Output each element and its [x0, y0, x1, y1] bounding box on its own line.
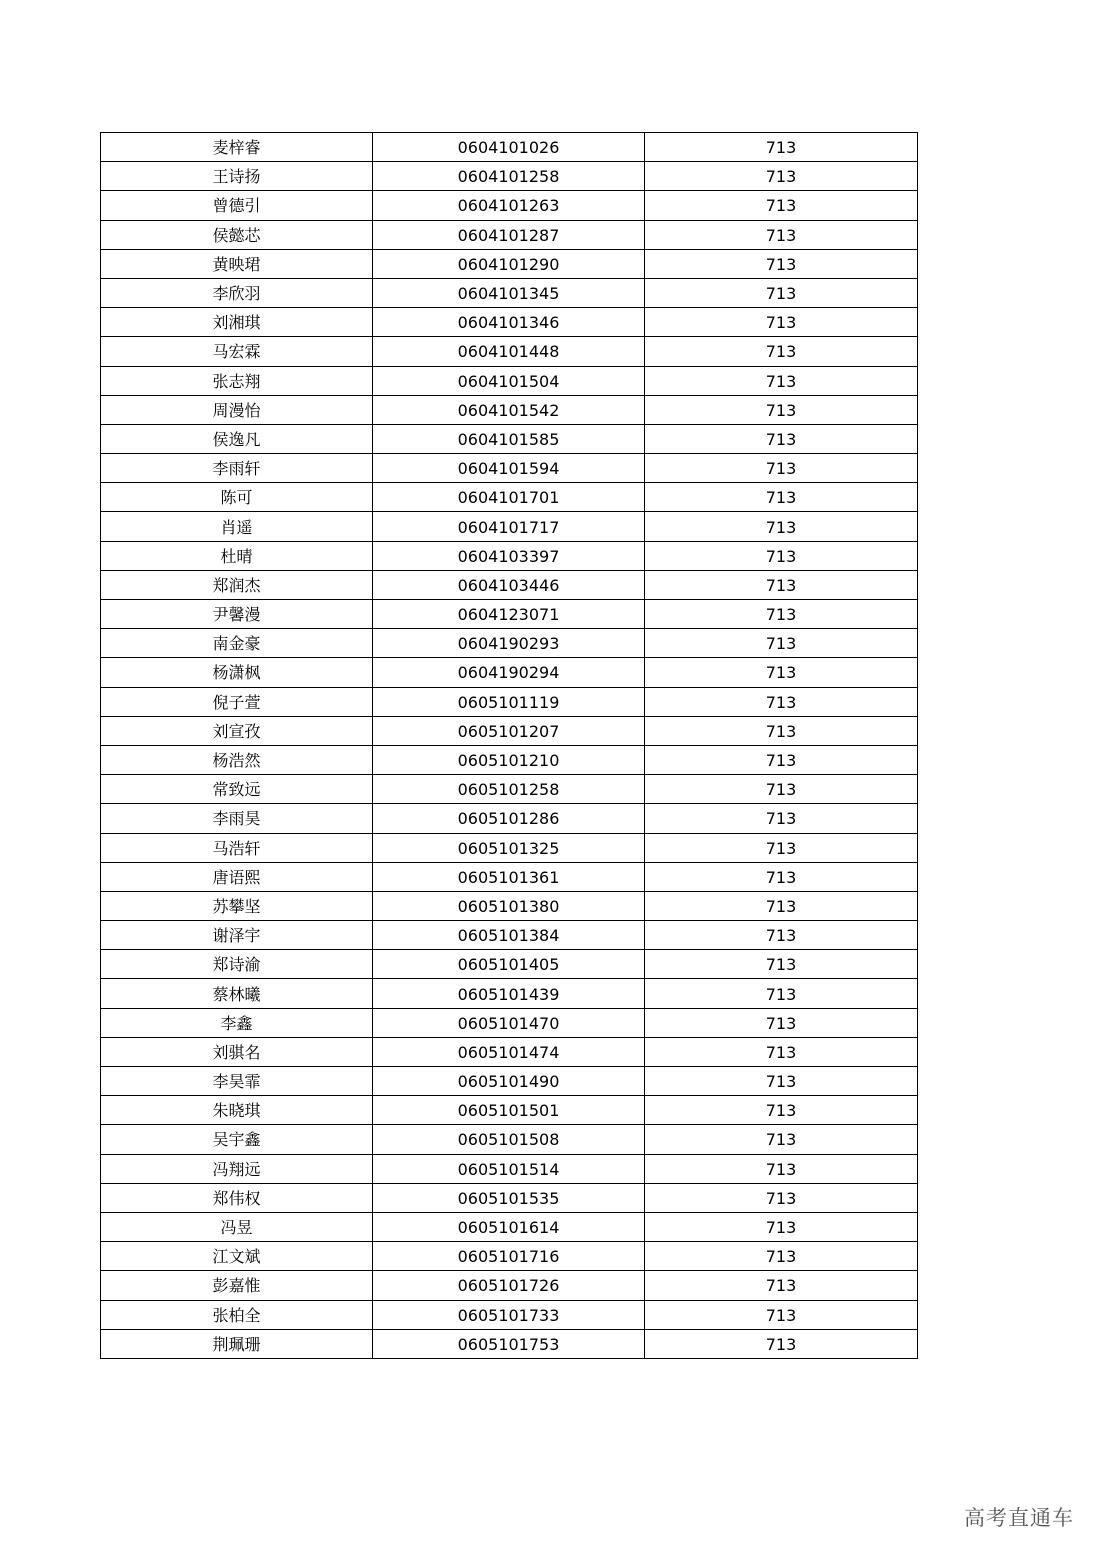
- student-name-cell: 周漫怡: [101, 395, 373, 424]
- student-name-cell: 刘宣孜: [101, 716, 373, 745]
- score-cell: 713: [645, 483, 918, 512]
- table-row: [101, 745, 918, 774]
- score-cell: 713: [645, 220, 918, 249]
- student-name-cell: 李欣羽: [101, 278, 373, 307]
- score-cell: 713: [645, 921, 918, 950]
- score-cell: 713: [645, 804, 918, 833]
- score-cell: 713: [645, 1242, 918, 1271]
- student-name-cell: 唐语熙: [101, 862, 373, 891]
- score-cell: 713: [645, 600, 918, 629]
- exam-id-cell: 0604190293: [373, 629, 645, 658]
- table-row: [101, 1154, 918, 1183]
- score-cell: 713: [645, 891, 918, 920]
- student-name-cell: 荆珮珊: [101, 1329, 373, 1358]
- exam-id-cell: 0605101508: [373, 1125, 645, 1154]
- student-name-cell: 蔡林曦: [101, 979, 373, 1008]
- student-name-cell: 杨浩然: [101, 745, 373, 774]
- score-cell: 713: [645, 775, 918, 804]
- score-table: [100, 132, 918, 1359]
- table-row: [101, 133, 918, 162]
- exam-id-cell: 0604190294: [373, 658, 645, 687]
- exam-id-cell: 0604101448: [373, 337, 645, 366]
- exam-id-cell: 0604101717: [373, 512, 645, 541]
- score-cell: 713: [645, 162, 918, 191]
- student-name-cell: 杨潇枫: [101, 658, 373, 687]
- exam-id-cell: 0605101490: [373, 1067, 645, 1096]
- exam-id-cell: 0605101439: [373, 979, 645, 1008]
- table-row: [101, 658, 918, 687]
- student-name-cell: 谢泽宇: [101, 921, 373, 950]
- student-name-cell: 吴宇鑫: [101, 1125, 373, 1154]
- exam-id-cell: 0605101258: [373, 775, 645, 804]
- watermark: 高考直通车: [964, 1506, 1074, 1530]
- score-cell: 713: [645, 950, 918, 979]
- score-cell: 713: [645, 570, 918, 599]
- score-cell: 713: [645, 629, 918, 658]
- student-name-cell: 郑诗渝: [101, 950, 373, 979]
- score-cell: 713: [645, 249, 918, 278]
- student-name-cell: 郑润杰: [101, 570, 373, 599]
- table-row: [101, 1067, 918, 1096]
- score-cell: 713: [645, 1212, 918, 1241]
- table-row: [101, 308, 918, 337]
- table-row: [101, 424, 918, 453]
- exam-id-cell: 0605101380: [373, 891, 645, 920]
- score-cell: 713: [645, 862, 918, 891]
- score-cell: 713: [645, 395, 918, 424]
- exam-id-cell: 0605101361: [373, 862, 645, 891]
- exam-id-cell: 0604101287: [373, 220, 645, 249]
- exam-id-cell: 0604101701: [373, 483, 645, 512]
- score-cell: 713: [645, 133, 918, 162]
- table-row: [101, 921, 918, 950]
- exam-id-cell: 0604101542: [373, 395, 645, 424]
- score-cell: 713: [645, 745, 918, 774]
- table-row: [101, 162, 918, 191]
- table-row: [101, 1271, 918, 1300]
- score-cell: 713: [645, 1329, 918, 1358]
- student-name-cell: 张柏全: [101, 1300, 373, 1329]
- score-cell: 713: [645, 979, 918, 1008]
- score-cell: 713: [645, 1067, 918, 1096]
- score-cell: 713: [645, 1300, 918, 1329]
- score-cell: 713: [645, 1008, 918, 1037]
- table-row: [101, 629, 918, 658]
- table-row: [101, 950, 918, 979]
- exam-id-cell: 0605101753: [373, 1329, 645, 1358]
- exam-id-cell: 0604101263: [373, 191, 645, 220]
- exam-id-cell: 0604103397: [373, 541, 645, 570]
- table-row: [101, 366, 918, 395]
- exam-id-cell: 0605101474: [373, 1037, 645, 1066]
- student-name-cell: 苏攀坚: [101, 891, 373, 920]
- exam-id-cell: 0605101614: [373, 1212, 645, 1241]
- table-row: [101, 483, 918, 512]
- table-row: [101, 1008, 918, 1037]
- score-cell: 713: [645, 512, 918, 541]
- exam-id-cell: 0604123071: [373, 600, 645, 629]
- student-name-cell: 黄映珺: [101, 249, 373, 278]
- table-row: [101, 804, 918, 833]
- exam-id-cell: 0605101207: [373, 716, 645, 745]
- student-name-cell: 李雨昊: [101, 804, 373, 833]
- exam-id-cell: 0605101470: [373, 1008, 645, 1037]
- table-row: [101, 891, 918, 920]
- student-name-cell: 肖遥: [101, 512, 373, 541]
- table-row: [101, 1037, 918, 1066]
- student-name-cell: 倪子萱: [101, 687, 373, 716]
- table-row: [101, 1329, 918, 1358]
- table-row: [101, 862, 918, 891]
- student-name-cell: 郑伟权: [101, 1183, 373, 1212]
- table-row: [101, 687, 918, 716]
- score-cell: 713: [645, 716, 918, 745]
- exam-id-cell: 0604101345: [373, 278, 645, 307]
- student-name-cell: 尹馨漫: [101, 600, 373, 629]
- score-cell: 713: [645, 1096, 918, 1125]
- student-name-cell: 刘骐名: [101, 1037, 373, 1066]
- student-name-cell: 冯翔远: [101, 1154, 373, 1183]
- student-name-cell: 彭嘉惟: [101, 1271, 373, 1300]
- student-name-cell: 李鑫: [101, 1008, 373, 1037]
- student-name-cell: 杜晴: [101, 541, 373, 570]
- student-name-cell: 侯懿芯: [101, 220, 373, 249]
- student-name-cell: 江文斌: [101, 1242, 373, 1271]
- exam-id-cell: 0604101258: [373, 162, 645, 191]
- exam-id-cell: 0604103446: [373, 570, 645, 599]
- score-cell: 713: [645, 1037, 918, 1066]
- score-cell: 713: [645, 278, 918, 307]
- student-name-cell: 刘湘琪: [101, 308, 373, 337]
- table-row: [101, 775, 918, 804]
- score-cell: 713: [645, 308, 918, 337]
- exam-id-cell: 0604101026: [373, 133, 645, 162]
- score-cell: 713: [645, 454, 918, 483]
- student-name-cell: 李昊霏: [101, 1067, 373, 1096]
- table-row: [101, 249, 918, 278]
- student-name-cell: 李雨轩: [101, 454, 373, 483]
- student-name-cell: 侯逸凡: [101, 424, 373, 453]
- score-cell: 713: [645, 1271, 918, 1300]
- table-row: [101, 512, 918, 541]
- table-row: [101, 570, 918, 599]
- score-cell: 713: [645, 1154, 918, 1183]
- table-row: [101, 541, 918, 570]
- table-row: [101, 1300, 918, 1329]
- table-row: [101, 191, 918, 220]
- student-name-cell: 朱晓琪: [101, 1096, 373, 1125]
- exam-id-cell: 0605101286: [373, 804, 645, 833]
- table-row: [101, 1183, 918, 1212]
- exam-id-cell: 0605101726: [373, 1271, 645, 1300]
- table-row: [101, 395, 918, 424]
- exam-id-cell: 0605101210: [373, 745, 645, 774]
- student-name-cell: 马宏霖: [101, 337, 373, 366]
- student-name-cell: 南金豪: [101, 629, 373, 658]
- table-row: [101, 979, 918, 1008]
- exam-id-cell: 0605101716: [373, 1242, 645, 1271]
- student-name-cell: 张志翔: [101, 366, 373, 395]
- student-name-cell: 麦梓睿: [101, 133, 373, 162]
- score-cell: 713: [645, 366, 918, 395]
- score-cell: 713: [645, 658, 918, 687]
- exam-id-cell: 0605101325: [373, 833, 645, 862]
- student-name-cell: 常致远: [101, 775, 373, 804]
- score-cell: 713: [645, 687, 918, 716]
- exam-id-cell: 0604101346: [373, 308, 645, 337]
- student-name-cell: 陈可: [101, 483, 373, 512]
- student-name-cell: 冯昱: [101, 1212, 373, 1241]
- table-row: [101, 337, 918, 366]
- score-cell: 713: [645, 833, 918, 862]
- table-row: [101, 278, 918, 307]
- exam-id-cell: 0605101501: [373, 1096, 645, 1125]
- score-cell: 713: [645, 191, 918, 220]
- exam-id-cell: 0605101535: [373, 1183, 645, 1212]
- table-row: [101, 600, 918, 629]
- exam-id-cell: 0605101733: [373, 1300, 645, 1329]
- exam-id-cell: 0604101585: [373, 424, 645, 453]
- student-name-cell: 王诗扬: [101, 162, 373, 191]
- exam-id-cell: 0604101594: [373, 454, 645, 483]
- exam-id-cell: 0605101384: [373, 921, 645, 950]
- exam-id-cell: 0605101119: [373, 687, 645, 716]
- exam-id-cell: 0605101514: [373, 1154, 645, 1183]
- exam-id-cell: 0604101290: [373, 249, 645, 278]
- table-row: [101, 833, 918, 862]
- table-row: [101, 716, 918, 745]
- table-row: [101, 1125, 918, 1154]
- score-cell: 713: [645, 337, 918, 366]
- student-name-cell: 曾德引: [101, 191, 373, 220]
- score-cell: 713: [645, 1183, 918, 1212]
- exam-id-cell: 0605101405: [373, 950, 645, 979]
- table-row: [101, 220, 918, 249]
- student-name-cell: 马浩轩: [101, 833, 373, 862]
- score-cell: 713: [645, 1125, 918, 1154]
- table-row: [101, 454, 918, 483]
- score-cell: 713: [645, 541, 918, 570]
- table-row: [101, 1212, 918, 1241]
- table-body: [101, 133, 918, 1359]
- table-row: [101, 1096, 918, 1125]
- table-row: [101, 1242, 918, 1271]
- score-cell: 713: [645, 424, 918, 453]
- exam-id-cell: 0604101504: [373, 366, 645, 395]
